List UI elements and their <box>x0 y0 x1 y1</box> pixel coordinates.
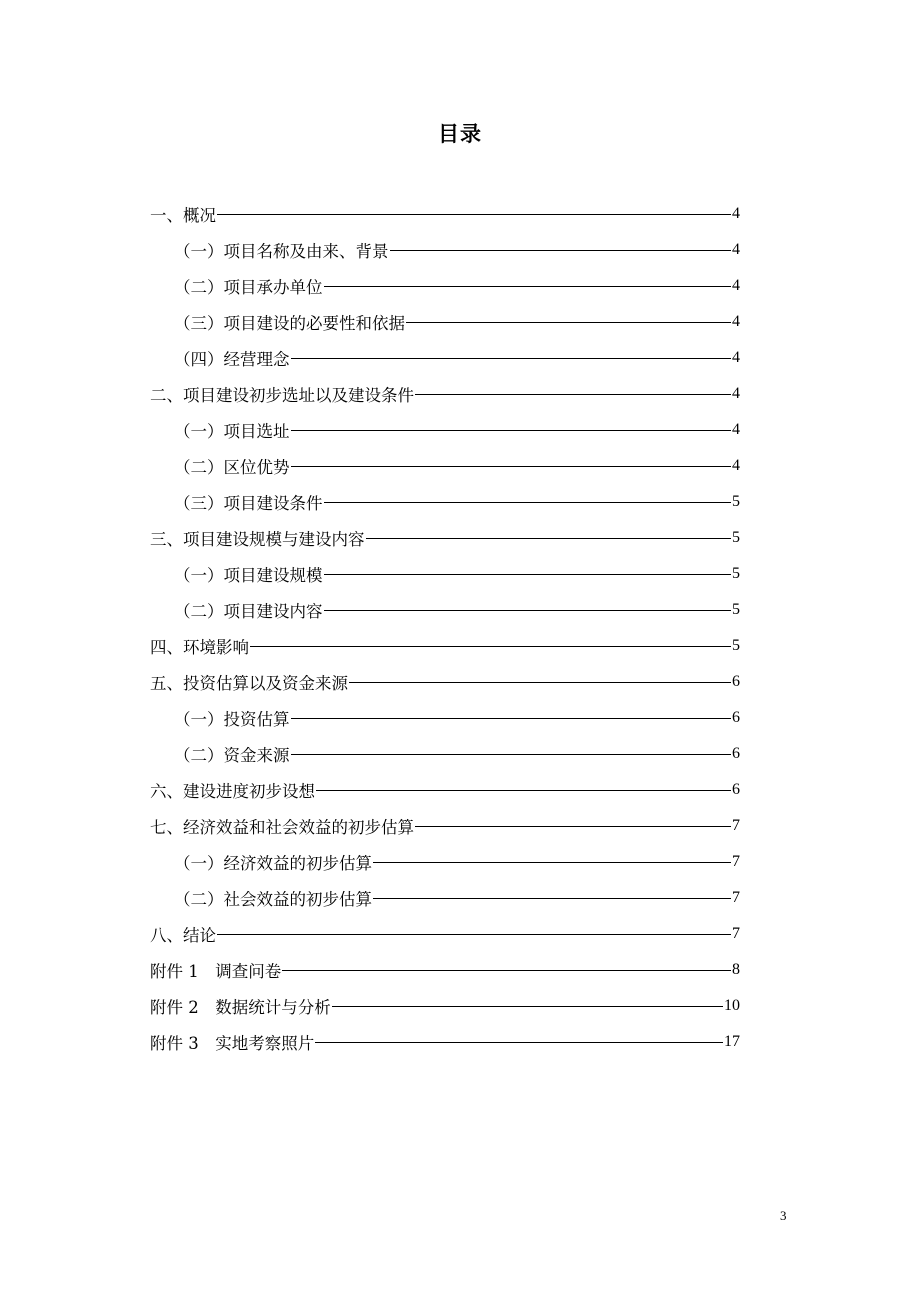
toc-entry-label: 附件 2 数据统计与分析 <box>150 998 331 1017</box>
toc-entry-page: 4 <box>732 457 740 474</box>
toc-entry-label: 八、结论 <box>150 926 216 945</box>
toc-entry-page: 4 <box>732 277 740 294</box>
toc-entry-label: 一、概况 <box>150 206 216 225</box>
toc-entry-page: 6 <box>732 673 740 690</box>
toc-entry <box>150 340 740 376</box>
toc-entry-label: （三）项目建设条件 <box>174 494 323 513</box>
toc-entry <box>150 412 740 448</box>
toc-leader-line <box>291 358 732 359</box>
toc-leader-line <box>415 394 731 395</box>
toc-entry-label: 二、项目建设初步选址以及建设条件 <box>150 386 414 405</box>
toc-entry <box>150 556 740 592</box>
toc-entry-page: 5 <box>732 637 740 654</box>
toc-entry <box>150 700 740 736</box>
toc-entry-page: 6 <box>732 781 740 798</box>
toc-entry-page: 10 <box>724 997 740 1014</box>
toc-entry-page: 6 <box>732 709 740 726</box>
toc-entry-page: 5 <box>732 601 740 618</box>
toc-entry <box>150 232 740 268</box>
toc-entry-label: （一）经济效益的初步估算 <box>174 854 372 873</box>
toc-entry-label: 六、建设进度初步设想 <box>150 782 315 801</box>
toc-entry <box>150 268 740 304</box>
toc-entry-label: 四、环境影响 <box>150 638 249 657</box>
toc-entry-page: 5 <box>732 565 740 582</box>
toc-leader-line <box>291 466 732 467</box>
toc-entry-page: 4 <box>732 385 740 402</box>
toc-entry-page: 7 <box>732 853 740 870</box>
toc-entry-page: 7 <box>732 817 740 834</box>
toc-leader-line <box>291 754 732 755</box>
toc-leader-line <box>390 250 732 251</box>
toc-leader-line <box>324 574 732 575</box>
toc-entry-label: （一）项目建设规模 <box>174 566 323 585</box>
page-number: 3 <box>780 1208 787 1223</box>
toc-entry-page: 6 <box>732 745 740 762</box>
toc-entry-label: 五、投资估算以及资金来源 <box>150 674 348 693</box>
toc-entry-page: 7 <box>732 889 740 906</box>
toc-leader-line <box>332 1006 723 1007</box>
toc-entry <box>150 448 740 484</box>
toc-leader-line <box>366 538 732 539</box>
toc-entry-page: 7 <box>732 925 740 942</box>
toc-leader-line <box>217 214 731 215</box>
toc-entry-label: 附件 1 调查问卷 <box>150 962 282 981</box>
toc-leader-line <box>324 502 732 503</box>
toc-leader-line <box>316 790 731 791</box>
toc-leader-line <box>291 430 732 431</box>
toc-leader-line <box>324 286 732 287</box>
toc-entry-label: （一）项目名称及由来、背景 <box>174 242 389 261</box>
toc-entry <box>150 520 740 556</box>
toc-leader-line <box>250 646 731 647</box>
toc-leader-line <box>217 934 731 935</box>
toc-leader-line <box>415 826 731 827</box>
toc-entry-label: （二）社会效益的初步估算 <box>174 890 372 909</box>
toc-entry <box>150 916 740 952</box>
toc-entry <box>150 376 740 412</box>
toc-entry-label: （二）区位优势 <box>174 458 290 477</box>
toc-entry-page: 4 <box>732 241 740 258</box>
toc-entry <box>150 736 740 772</box>
toc-entry <box>150 304 740 340</box>
toc-entry-label: （二）项目承办单位 <box>174 278 323 297</box>
toc-leader-line <box>315 1042 723 1043</box>
toc-entry <box>150 628 740 664</box>
toc-entry-label: （四）经营理念 <box>174 350 290 369</box>
toc-entry-label: （二）资金来源 <box>174 746 290 765</box>
toc-entry <box>150 844 740 880</box>
toc-entry-page: 5 <box>732 493 740 510</box>
toc-entry-label: （一）投资估算 <box>174 710 290 729</box>
toc-entry <box>150 592 740 628</box>
toc-entry <box>150 880 740 916</box>
toc-entry-page: 4 <box>732 349 740 366</box>
toc-leader-line <box>373 862 731 863</box>
toc-entry <box>150 772 740 808</box>
toc-leader-line <box>349 682 731 683</box>
toc-entry-page: 4 <box>732 421 740 438</box>
toc-entry-label: 附件 3 实地考察照片 <box>150 1034 315 1053</box>
toc-leader-line <box>291 718 732 719</box>
toc-leader-line <box>406 322 731 323</box>
toc-entry <box>150 484 740 520</box>
toc-entry-page: 5 <box>732 529 740 546</box>
toc-entry-label: 七、经济效益和社会效益的初步估算 <box>150 818 414 837</box>
toc-entry-label: 三、项目建设规模与建设内容 <box>150 530 365 549</box>
toc-entry-label: （二）项目建设内容 <box>174 602 323 621</box>
toc-entry-page: 17 <box>724 1033 740 1050</box>
toc-entry-page: 4 <box>732 313 740 330</box>
toc-entry <box>150 808 740 844</box>
toc-entry-page: 8 <box>732 961 740 978</box>
toc-entry-label: （三）项目建设的必要性和依据 <box>174 314 405 333</box>
toc-entry <box>150 196 740 232</box>
toc-leader-line <box>282 970 731 971</box>
toc-entry <box>150 1024 740 1060</box>
table-of-contents <box>150 196 740 1060</box>
toc-entry <box>150 952 740 988</box>
toc-leader-line <box>324 610 732 611</box>
toc-entry <box>150 664 740 700</box>
page-title: 目录 <box>438 122 482 146</box>
toc-leader-line <box>373 898 731 899</box>
toc-entry-page: 4 <box>732 205 740 222</box>
toc-entry <box>150 988 740 1024</box>
toc-entry-label: （一）项目选址 <box>174 422 290 441</box>
